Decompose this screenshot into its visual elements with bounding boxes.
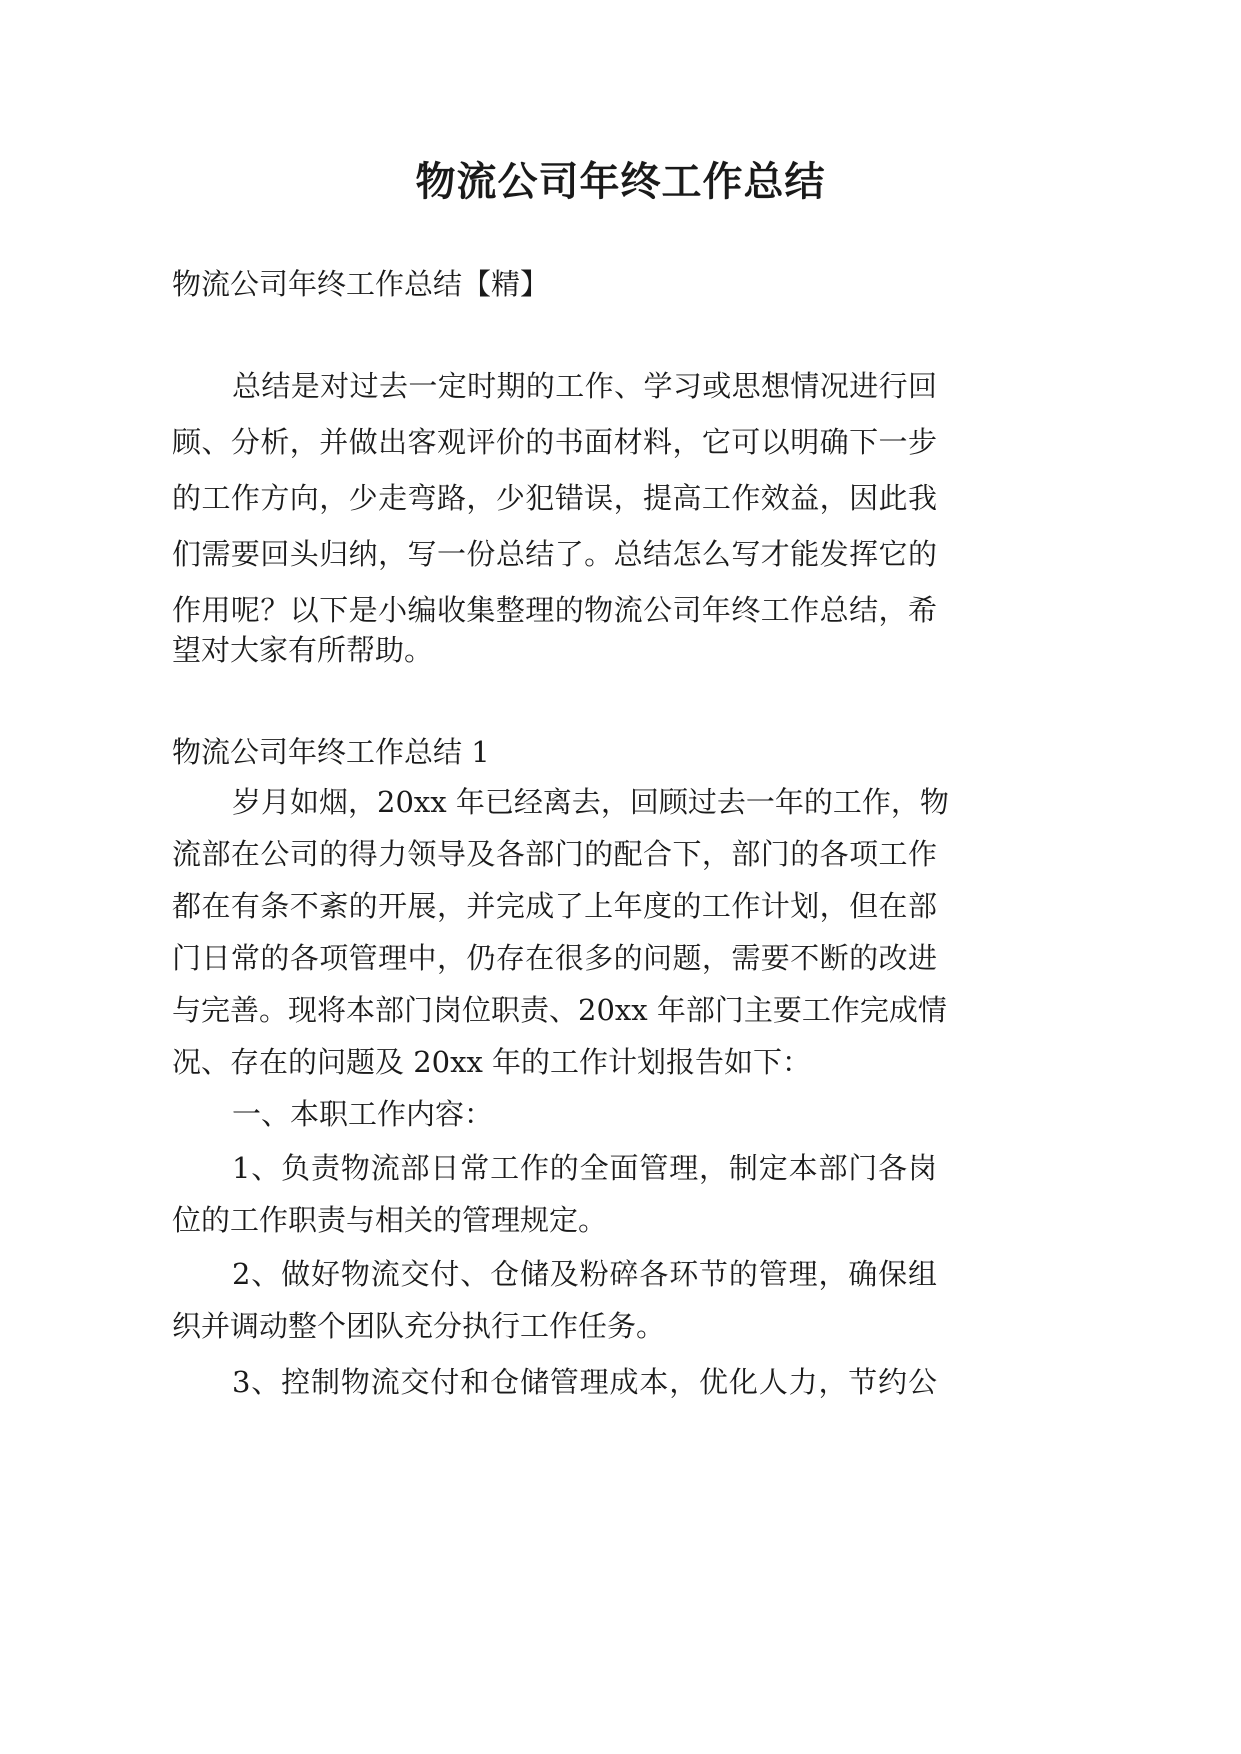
document-title: 物流公司年终工作总结 — [415, 158, 826, 205]
intro-line: 们需要回头归纳，写一份总结了。总结怎么写才能发挥它的 — [172, 537, 937, 571]
list-item-line: 1、负责物流部日常工作的全面管理，制定本部门各岗 — [232, 1151, 937, 1185]
intro-line: 总结是对过去一定时期的工作、学习或思想情况进行回 — [232, 369, 937, 403]
section-heading: 物流公司年终工作总结 1 — [172, 735, 490, 769]
intro-line: 望对大家有所帮助。 — [172, 633, 434, 667]
list-item-line: 3、控制物流交付和仓储管理成本，优化人力，节约公 — [232, 1365, 937, 1399]
body-line: 流部在公司的得力领导及各部门的配合下，部门的各项工作 — [172, 837, 937, 871]
list-item-line: 2、做好物流交付、仓储及粉碎各环节的管理，确保组 — [232, 1257, 937, 1291]
intro-line: 顾、分析，并做出客观评价的书面材料，它可以明确下一步 — [172, 425, 937, 459]
list-item-line: 织并调动整个团队充分执行工作任务。 — [172, 1309, 666, 1343]
body-line: 况、存在的问题及 20xx 年的工作计划报告如下： — [172, 1045, 812, 1079]
body-line: 岁月如烟，20xx 年已经离去，回顾过去一年的工作，物 — [232, 785, 949, 819]
body-line: 门日常的各项管理中，仍存在很多的问题，需要不断的改进 — [172, 941, 937, 975]
body-line: 与完善。现将本部门岗位职责、20xx 年部门主要工作完成情 — [172, 993, 947, 1027]
document-subtitle: 物流公司年终工作总结【精】 — [172, 267, 550, 301]
intro-line: 作用呢？以下是小编收集整理的物流公司年终工作总结，希 — [172, 593, 937, 627]
intro-line: 的工作方向，少走弯路，少犯错误，提高工作效益，因此我 — [172, 481, 937, 515]
list-heading: 一、本职工作内容： — [232, 1097, 494, 1131]
list-item-line: 位的工作职责与相关的管理规定。 — [172, 1203, 608, 1237]
body-line: 都在有条不紊的开展，并完成了上年度的工作计划，但在部 — [172, 889, 937, 923]
